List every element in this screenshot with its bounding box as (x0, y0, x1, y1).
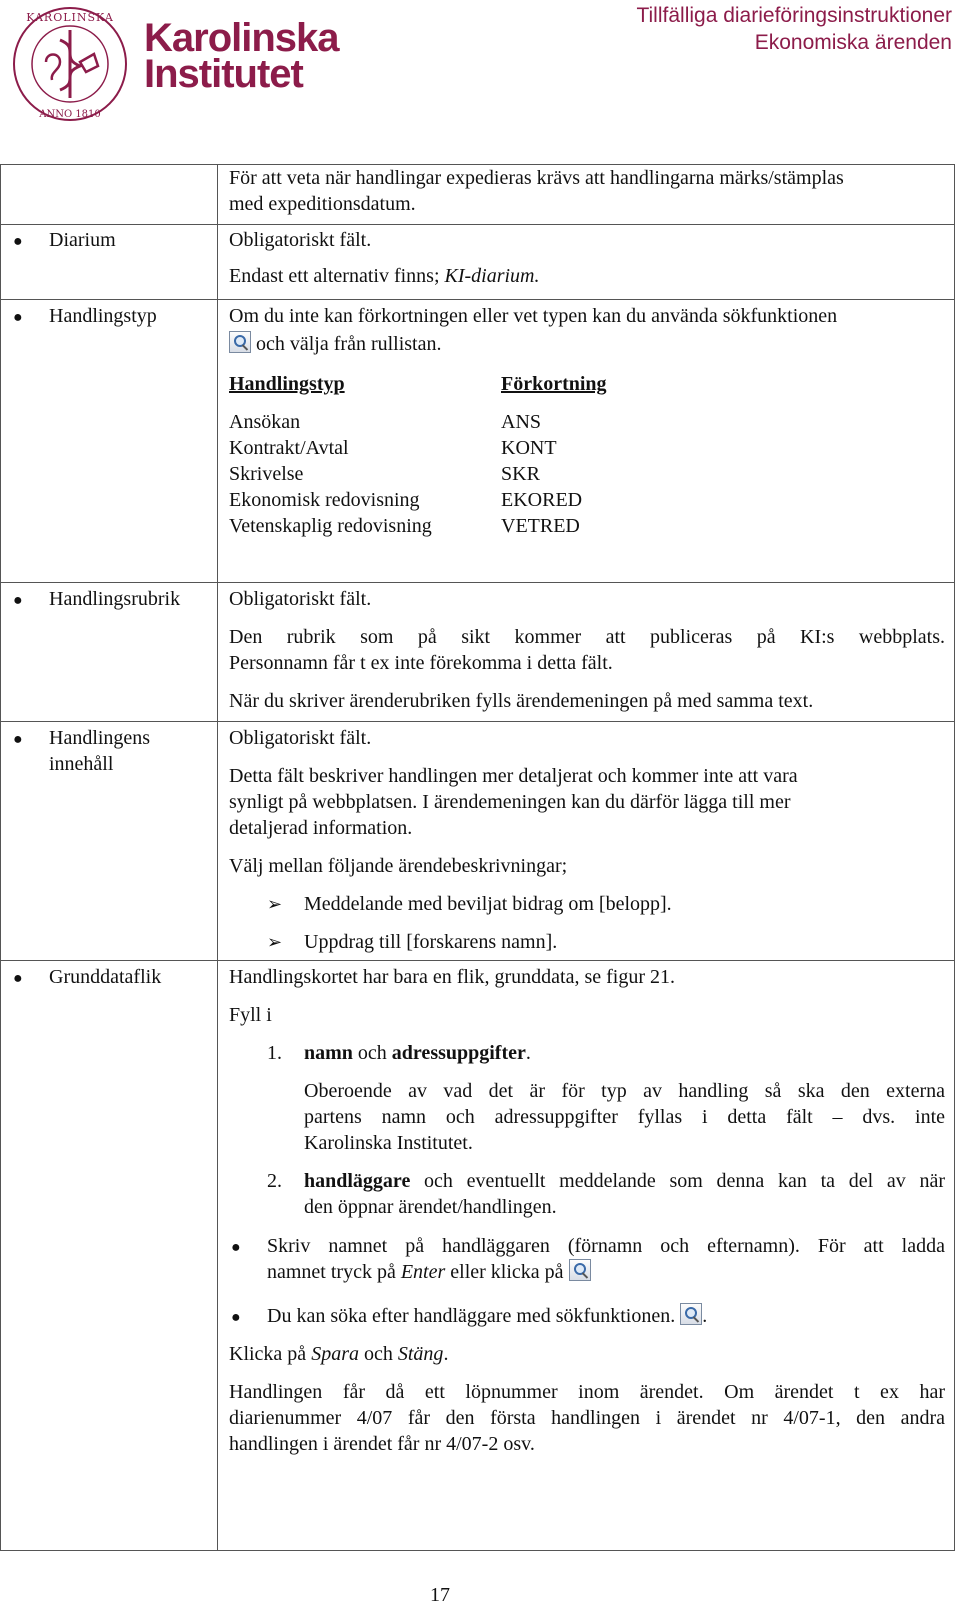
page-number: 17 (430, 1584, 450, 1606)
bullet-icon: ● (231, 1239, 241, 1256)
search-icon[interactable] (680, 1303, 702, 1325)
instruction-text: Klicka på (229, 1343, 312, 1365)
key-enter: Enter (400, 1261, 446, 1283)
item1-note-line-2: partens namn och adressuppgifter fyllas i detta fält – dvs. inte (304, 1106, 945, 1128)
conjunction: och (358, 1343, 398, 1365)
diarium-note-text: Endast ett alternativ finns; (229, 265, 445, 287)
type-abbr: ANS (501, 411, 542, 433)
intro-line-2: med expeditionsdatum. (229, 193, 416, 215)
bullet1-line-1: Skriv namnet på handläggaren (förnamn och efternamn). För att ladda (267, 1235, 945, 1257)
column-divider (217, 165, 218, 1550)
innehall-required: Obligatoriskt fält. (229, 727, 372, 749)
type-name: Ansökan (229, 411, 301, 433)
col-header-handlingstyp: Handlingstyp (229, 373, 345, 395)
handlingstyp-line-2 (229, 331, 442, 357)
handlingstyp-line-1: Om du inte kan förkortningen eller vet typen kan du använda sökfunktionen (229, 305, 838, 327)
conjunction: och (352, 1042, 392, 1064)
svg-text:ANNO 1810: ANNO 1810 (39, 109, 101, 120)
innehall-option: Uppdrag till [forskarens namn]. (304, 931, 558, 953)
grunddata-intro: Handlingskortet har bara en flik, grunddata, se figur 21. (229, 966, 675, 988)
innehall-desc-line-2: synligt på webbplatsen. I ärendemeningen kan du därför lägga till mer (229, 791, 791, 813)
type-abbr: EKORED (501, 489, 583, 511)
handlingstyp-line-2-text: och välja från rullistan. (256, 333, 442, 355)
innehall-desc-line-3: detaljerad information. (229, 817, 413, 839)
list-item-2 (304, 1168, 945, 1194)
list-number: 2. (267, 1170, 282, 1192)
result-line-2: diarienummer 4/07 får den första handlingen i ärendet nr 4/07-1, den andra (229, 1407, 945, 1429)
field-name: adressuppgifter (391, 1042, 526, 1064)
arrow-bullet-icon: ➢ (267, 932, 283, 952)
arrow-bullet-icon: ➢ (267, 894, 283, 914)
row-divider (1, 224, 954, 225)
ki-seal-logo (10, 4, 130, 124)
row-divider (1, 721, 954, 722)
type-name: Kontrakt/Avtal (229, 437, 349, 459)
punctuation: . (702, 1305, 708, 1327)
item1-note-line-3: Karolinska Institutet. (304, 1132, 473, 1154)
punctuation: . (443, 1343, 449, 1365)
handlingsrubrik-desc-line-1: Den rubrik som på sikt kommer att publiceras på KI:s webbplats. (229, 626, 945, 648)
document-title-line-2: Ekonomiska ärenden (754, 31, 952, 54)
label-handlingstyp: Handlingstyp (49, 305, 157, 327)
bullet2-line (267, 1303, 707, 1329)
col-header-forkortning: Förkortning (501, 373, 607, 395)
bullet-icon: ● (13, 309, 23, 326)
save-close-instruction (229, 1341, 448, 1367)
instruction-table (0, 164, 955, 1551)
document-title (636, 2, 952, 56)
search-icon[interactable] (229, 331, 251, 353)
brand-line-1: Karolinska (144, 16, 339, 60)
label-innehall-line-2: innehåll (49, 753, 114, 775)
item1-note-line-1: Oberoende av vad det är för typ av handling så ska den externa (304, 1080, 945, 1102)
handlingsrubrik-desc-line-2: Personnamn får t ex inte förekomma i detta fält. (229, 652, 613, 674)
close-label: Stäng (397, 1343, 444, 1365)
save-label: Spara (311, 1343, 359, 1365)
label-diarium: Diarium (49, 229, 116, 251)
diarium-required: Obligatoriskt fält. (229, 229, 372, 251)
list-number: 1. (267, 1042, 282, 1064)
row-divider (1, 582, 954, 583)
innehall-choose: Välj mellan följande ärendebeskrivningar; (229, 855, 568, 877)
bullet1-text-end: eller klicka på (445, 1261, 564, 1283)
page-header (0, 0, 960, 140)
item2-line-2: den öppnar ärendet/handlingen. (304, 1196, 557, 1218)
handlingsrubrik-required: Obligatoriskt fält. (229, 588, 372, 610)
list-item-1 (304, 1040, 531, 1066)
innehall-option: Meddelande med beviljat bidrag om [belopp]. (304, 893, 672, 915)
bullet-icon: ● (13, 592, 23, 609)
row-divider (1, 960, 954, 961)
type-name: Skrivelse (229, 463, 304, 485)
brand-line-2: Institutet (144, 52, 303, 96)
bullet-icon: ● (231, 1309, 241, 1326)
type-abbr: VETRED (501, 515, 580, 537)
bullet-icon: ● (13, 970, 23, 987)
document-title-line-1: Tillfälliga diarieföringsinstruktioner (636, 4, 952, 27)
punctuation: . (525, 1042, 531, 1064)
bullet1-text: namnet tryck på (267, 1261, 401, 1283)
item2-text: och eventuellt meddelande som denna kan ta del av när (410, 1170, 945, 1192)
label-grunddataflik: Grunddataflik (49, 966, 162, 988)
type-abbr: KONT (501, 437, 557, 459)
grunddata-fill-in: Fyll i (229, 1004, 272, 1026)
type-abbr: SKR (501, 463, 540, 485)
type-name: Vetenskaplig redovisning (229, 515, 432, 537)
field-name: namn (304, 1042, 353, 1064)
diarium-note (229, 263, 540, 289)
bullet-icon: ● (13, 731, 23, 748)
bullet2-text: Du kan söka efter handläggare med sökfunktionen. (267, 1305, 676, 1327)
result-line-3: handlingen i ärendet får nr 4/07-2 osv. (229, 1433, 535, 1455)
diarium-value: KI-diarium. (444, 265, 540, 287)
field-name: handläggare (304, 1170, 411, 1192)
result-line-1: Handlingen får då ett löpnummer inom ärendet. Om ärendet t ex har (229, 1381, 945, 1403)
intro-line-1: För att veta när handlingar expedieras krävs att handlingarna märks/stämplas (229, 167, 844, 189)
svg-text:KAROLINSKA: KAROLINSKA (26, 11, 114, 24)
innehall-desc-line-1: Detta fält beskriver handlingen mer detaljerat och kommer inte att vara (229, 765, 798, 787)
type-name: Ekonomisk redovisning (229, 489, 420, 511)
label-handlingsrubrik: Handlingsrubrik (49, 588, 181, 610)
search-icon[interactable] (569, 1259, 591, 1281)
row-divider (1, 299, 954, 300)
label-innehall-line-1: Handlingens (49, 727, 151, 749)
handlingsrubrik-note: När du skriver ärenderubriken fylls ärendemeningen på med samma text. (229, 690, 814, 712)
bullet-icon: ● (13, 233, 23, 250)
bullet1-line-2 (267, 1259, 591, 1285)
brand-logo (144, 16, 339, 96)
